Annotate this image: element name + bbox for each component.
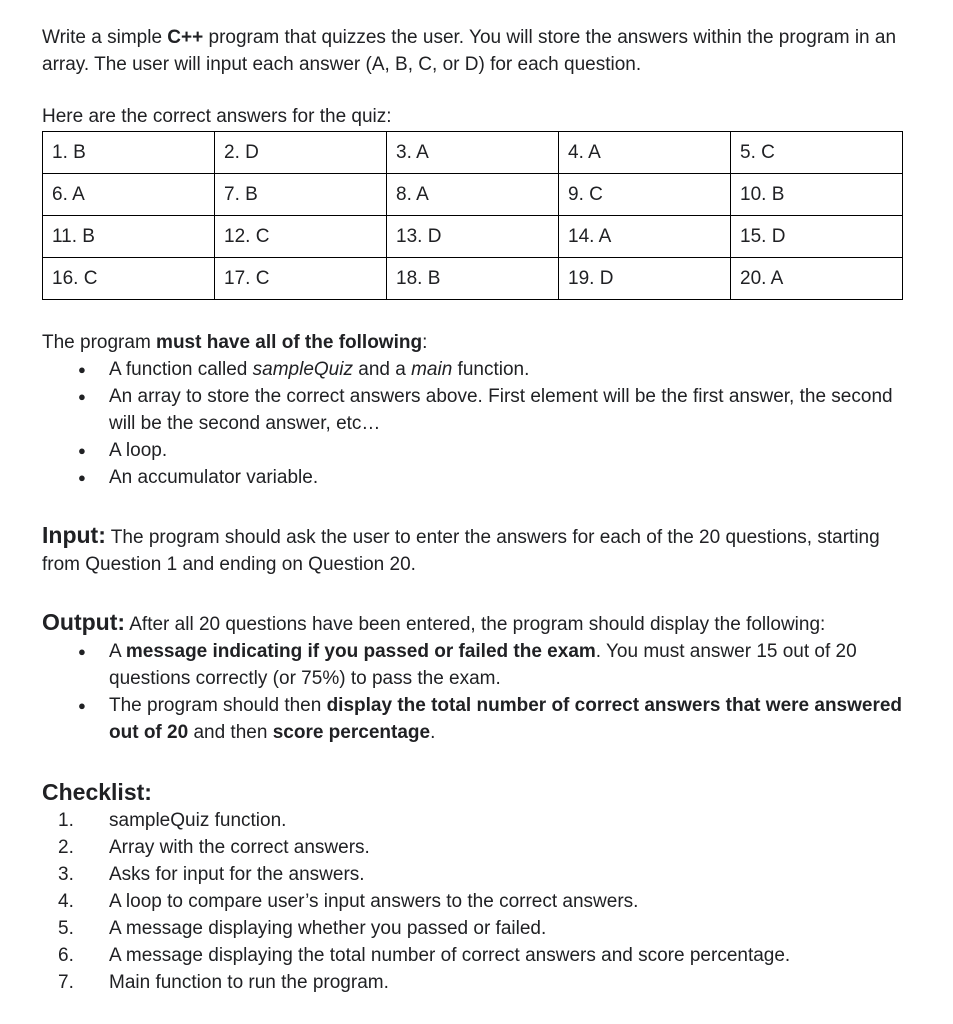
table-cell: 13. D	[387, 216, 559, 258]
input-label: Input:	[42, 522, 106, 548]
list-item: 1. sampleQuiz function.	[58, 810, 287, 831]
list-item: 7. Main function to run the program.	[58, 972, 389, 993]
table-cell: 12. C	[215, 216, 387, 258]
list-item: ● A message indicating if you passed or failed the exam. You must answer 15 out of 20 questions correctly (or 75%) to pass the exam.	[42, 638, 912, 692]
table-cell: 8. A	[387, 174, 559, 216]
answers-table	[42, 131, 903, 300]
table-cell: 2. D	[215, 132, 387, 174]
list-item: ● A function called sampleQuiz and a main function.	[42, 356, 912, 383]
table-cell: 11. B	[43, 216, 215, 258]
table-row	[43, 258, 903, 300]
table-cell: 18. B	[387, 258, 559, 300]
table-cell: 5. C	[731, 132, 903, 174]
table-cell: 4. A	[559, 132, 731, 174]
input-section: Input: The program should ask the user to enter the answers for each of the 20 questions, starting from Question 1 and ending on Question 20.	[42, 522, 880, 575]
table-cell: 17. C	[215, 258, 387, 300]
list-item: 6. A message displaying the total number of correct answers and score percentage.	[58, 945, 791, 966]
output-list	[42, 638, 912, 746]
table-row	[43, 132, 903, 174]
requirements-heading: The program must have all of the following:	[42, 332, 428, 353]
table-cell: 19. D	[559, 258, 731, 300]
answers-table-caption: Here are the correct answers for the quiz:	[42, 106, 392, 127]
list-item: 3. Asks for input for the answers.	[58, 864, 365, 885]
intro-paragraph: Write a simple C++ program that quizzes the user. You will store the answers within the program in an array. The user will input each answer (A, B, C, or D) for each question.	[42, 27, 897, 75]
table-cell: 15. D	[731, 216, 903, 258]
list-item: ● An array to store the correct answers above. First element will be the first answer, the second will be the second answer, etc…	[42, 383, 912, 437]
output-label: Output:	[42, 609, 126, 635]
table-cell: 20. A	[731, 258, 903, 300]
table-cell: 3. A	[387, 132, 559, 174]
output-section: Output: After all 20 questions have been entered, the program should display the following:	[42, 609, 826, 635]
checklist	[42, 807, 912, 996]
table-row	[43, 174, 903, 216]
list-item: 4. A loop to compare user’s input answers to the correct answers.	[58, 891, 639, 912]
table-cell: 9. C	[559, 174, 731, 216]
language-name: C++	[167, 27, 204, 48]
table-cell: 16. C	[43, 258, 215, 300]
requirements-list	[42, 356, 912, 491]
table-cell: 1. B	[43, 132, 215, 174]
table-row	[43, 216, 903, 258]
list-item: ● The program should then display the total number of correct answers that were answered out of 20 and then score percentage.	[42, 692, 912, 746]
assignment-document	[42, 24, 912, 996]
list-item: 5. A message displaying whether you passed or failed.	[58, 918, 547, 939]
list-item: ● An accumulator variable.	[42, 464, 912, 491]
table-cell: 10. B	[731, 174, 903, 216]
table-cell: 6. A	[43, 174, 215, 216]
checklist-title: Checklist:	[42, 779, 152, 805]
table-cell: 7. B	[215, 174, 387, 216]
list-item: 2. Array with the correct answers.	[58, 837, 370, 858]
list-item: ● A loop.	[42, 437, 912, 464]
table-cell: 14. A	[559, 216, 731, 258]
